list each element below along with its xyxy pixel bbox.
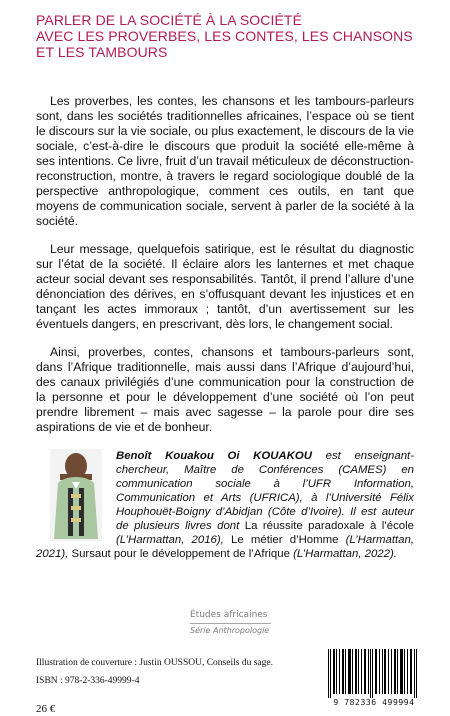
- publishing-info: [36, 657, 273, 693]
- book-publisher-1: (L’Harmattan, 2016),: [116, 534, 232, 546]
- title-line-3: ET LES TAMBOURS: [36, 44, 168, 60]
- book-title-2: Le métier d’Homme: [231, 534, 339, 546]
- summary-paragraph-1: Les proverbes, les contes, les chansons et les tambours-parleurs sont, dans les sociétés traditionnelles africaines, l’espace où se tient le discours sur la vie sociale, ou plus exactement, le discours de la vie sociale, c’est-à-dire le discours que produit la société elle-même à ses intentions. Ce livre, fruit d’un travail méticuleux de déconstruction-reconstruction, montre, à travers le regard sociologique doublé de la perspective anthropologique, comment ces outils, en tant que moyens de communication sociale, servent à parler de la société à la société.: [36, 94, 414, 228]
- summary-paragraph-3: Ainsi, proverbes, contes, chansons et tambours-parleurs sont, dans l’Afrique traditionnelle, mais aussi dans l’Afrique d’aujourd’hui, des canaux privilégiés d’une communication pour la construction de la personne et pour le développement d’une société où l’on peut prendre librement – mais avec sagesse – la parole pour dire ses aspirations de vie et de bonheur.: [36, 345, 414, 434]
- title-line-2: AVEC LES PROVERBES, LES CONTES, LES CHANSONS: [36, 28, 413, 44]
- series-block: [190, 610, 290, 636]
- isbn-text: ISBN : 978-2-336-49999-4: [36, 676, 140, 686]
- book-title-1: La réussite paradoxale à l’école: [244, 520, 414, 532]
- page-title: [36, 12, 413, 60]
- author-bio-intro: est enseignant-chercheur, Maître de Conférences (CAMES) en communication sociale à l’UFR Information, Communication et Arts (UFRICA), à l’Université Félix Houphouët-Boigny d’Abidjan (Côte d’Ivoire). Il est auteur de plusieurs livres dont: [116, 450, 414, 532]
- summary-text: [36, 94, 414, 448]
- barcode-digits: 9 782336 499994: [333, 698, 415, 707]
- barcode-block: [324, 649, 424, 710]
- series-divider: [190, 623, 271, 624]
- book-publisher-2: (L’Harmattan, 2021),: [36, 534, 415, 560]
- summary-paragraph-2: Leur message, quelquefois satirique, est le résultat du diagnostic sur l’état de la société. Il éclaire alors les lanternes et met chaque acteur social devant ses responsabilités. Tantôt, il prend l’allure d’une dénonciation des dérives, en s’offusquant devant les injustices et en tançant les actes immoraux ; tantôt, d’un avertissement sur les éventuels dangers, en prescrivant, dès lors, le changement social.: [36, 242, 414, 331]
- book-publisher-3: (L’Harmattan, 2022).: [289, 548, 397, 560]
- author-name: Benoît Kouakou Oi KOUAKOU: [116, 450, 312, 462]
- book-title-3: Sursaut pour le développement de l’Afrique: [71, 548, 290, 560]
- illustration-credit: Illustration de couverture : Justin OUSSOU, Conseils du sage.: [36, 658, 273, 668]
- price-text: 26 €: [36, 703, 56, 715]
- author-bio: [36, 449, 414, 561]
- collection-name: Études africaines: [190, 610, 268, 620]
- sub-series-name: Série Anthropologie: [190, 626, 270, 635]
- author-block: [36, 449, 414, 591]
- title-line-1: PARLER DE LA SOCIÉTÉ À LA SOCIÉTÉ: [36, 12, 303, 28]
- barcode-icon: [324, 649, 424, 698]
